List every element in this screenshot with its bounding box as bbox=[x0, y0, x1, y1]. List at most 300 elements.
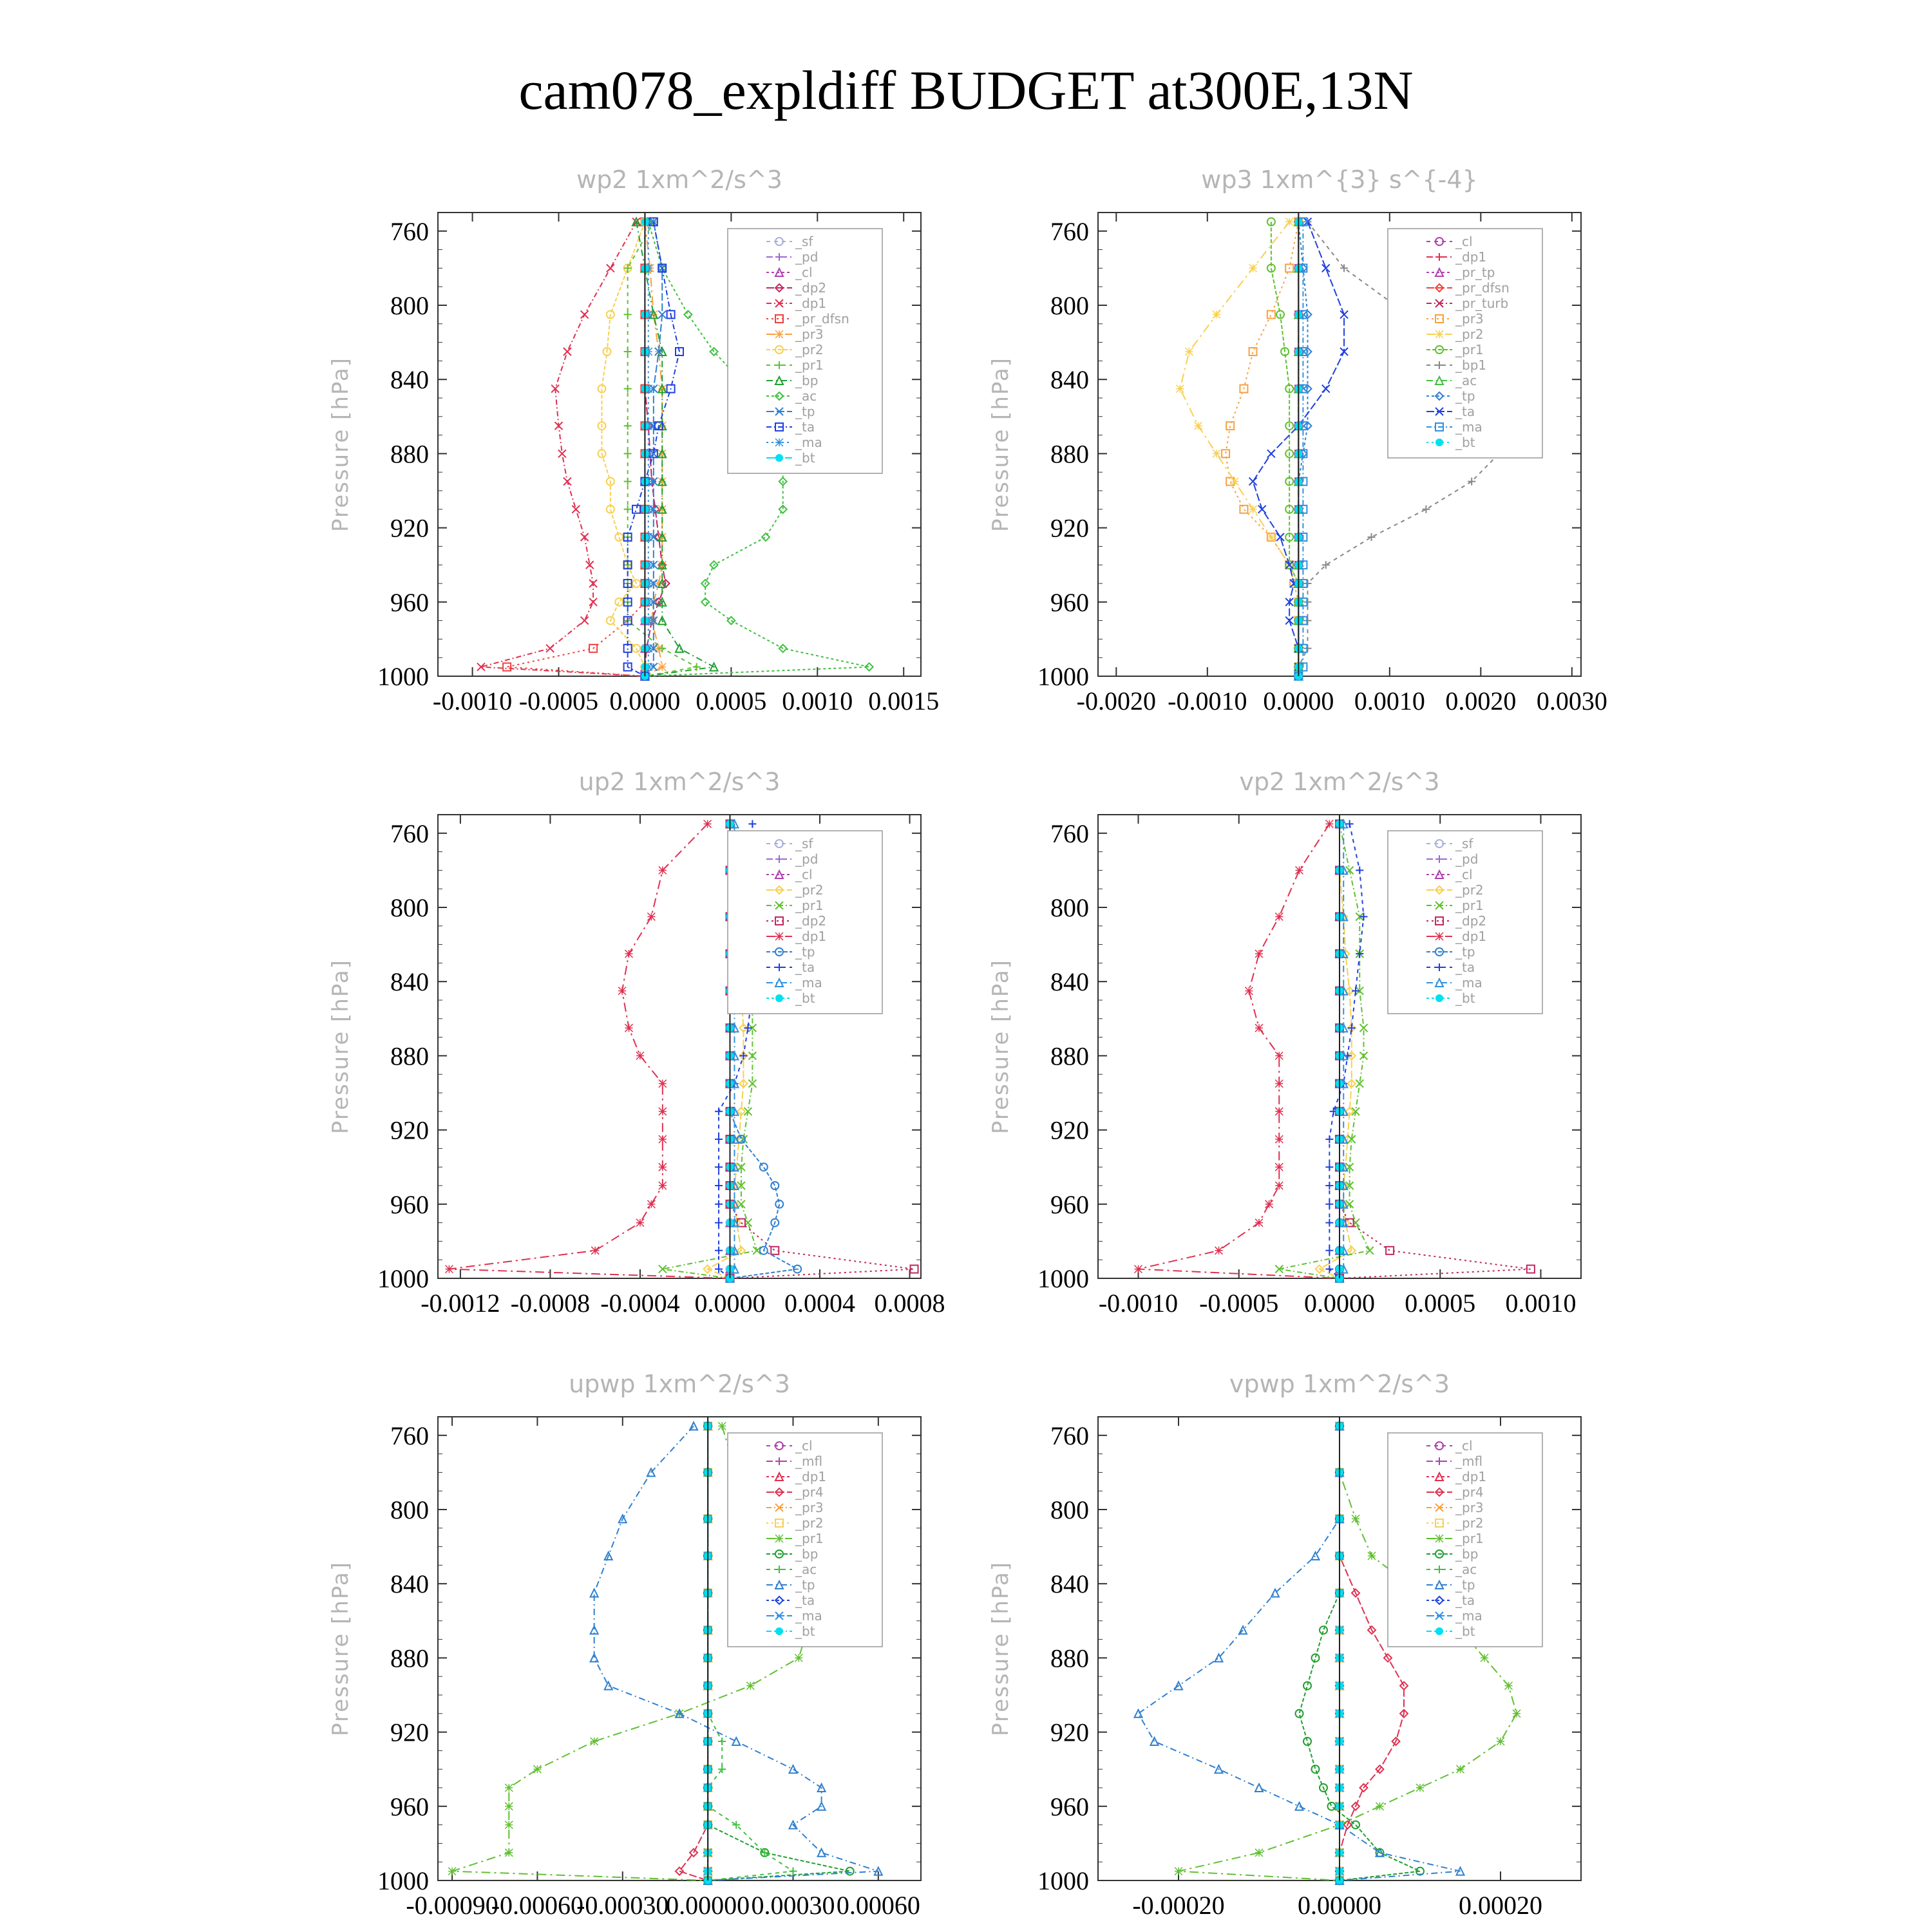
legend-label: _pr_dfsn bbox=[795, 311, 849, 327]
legend-label: _ma bbox=[795, 435, 822, 450]
data-point bbox=[1276, 533, 1284, 541]
y-tick-label: 960 bbox=[390, 1792, 429, 1821]
legend-label: _ta bbox=[795, 419, 815, 435]
data-point bbox=[715, 1108, 723, 1115]
legend-label: _ac bbox=[795, 388, 817, 404]
series-pr2 bbox=[598, 218, 649, 680]
chart-panel-4 bbox=[988, 768, 1581, 1318]
data-point bbox=[732, 1738, 740, 1745]
x-tick-label: -0.0020 bbox=[1076, 687, 1156, 715]
series-line bbox=[481, 222, 645, 676]
data-point bbox=[1352, 987, 1359, 995]
legend-label: _ta bbox=[795, 960, 815, 975]
y-tick-label: 880 bbox=[390, 1643, 429, 1673]
legend-label: _pr1 bbox=[795, 357, 824, 373]
legend-marker bbox=[775, 994, 783, 1002]
data-point bbox=[1376, 1803, 1384, 1810]
legend-label: _cl bbox=[1455, 867, 1473, 882]
x-tick-label: -0.00030 bbox=[576, 1891, 669, 1920]
series-pr1 bbox=[1267, 218, 1302, 680]
data-point bbox=[624, 450, 632, 457]
data-point bbox=[1322, 385, 1330, 393]
legend-label: _bp bbox=[1455, 1546, 1479, 1562]
data-point bbox=[1255, 1784, 1263, 1792]
legend-label: _ta bbox=[1455, 404, 1475, 419]
data-point bbox=[1422, 506, 1430, 513]
legend-marker bbox=[775, 1535, 783, 1542]
legend-label: _tp bbox=[1455, 1577, 1475, 1593]
legend-marker bbox=[775, 454, 783, 462]
legend-label: _pr3 bbox=[795, 327, 824, 342]
data-point bbox=[503, 663, 511, 671]
x-tick-label: -0.0010 bbox=[1168, 687, 1247, 715]
y-tick-label: 960 bbox=[1050, 1189, 1089, 1219]
legend-marker bbox=[1435, 1627, 1443, 1635]
data-point bbox=[1497, 1738, 1504, 1745]
x-tick-label: 0.00000 bbox=[1298, 1891, 1381, 1920]
legend-label: _ac bbox=[795, 1562, 817, 1577]
x-tick-label: 0.0005 bbox=[1405, 1289, 1476, 1318]
data-point bbox=[659, 1080, 667, 1088]
y-axis-label: Pressure [hPa] bbox=[328, 1561, 354, 1736]
data-point bbox=[659, 866, 667, 874]
data-point bbox=[1328, 1803, 1336, 1810]
data-point bbox=[1151, 1738, 1159, 1745]
data-point bbox=[659, 1163, 667, 1171]
legend bbox=[728, 831, 882, 1014]
data-point bbox=[1368, 533, 1376, 541]
data-point bbox=[1285, 218, 1293, 225]
legend-label: _mfl bbox=[1455, 1454, 1483, 1469]
data-point bbox=[1240, 506, 1247, 513]
data-point bbox=[505, 1849, 513, 1857]
y-tick-label: 1000 bbox=[377, 1866, 429, 1895]
y-tick-label: 1000 bbox=[1037, 1264, 1089, 1293]
data-point bbox=[1360, 913, 1368, 920]
legend-label: _dp2 bbox=[1455, 913, 1487, 929]
data-point bbox=[748, 820, 756, 828]
legend-label: _tp bbox=[795, 404, 815, 419]
data-point bbox=[1303, 580, 1311, 587]
x-tick-label: 0.0020 bbox=[1445, 687, 1517, 715]
x-tick-label: -0.0005 bbox=[1199, 1289, 1279, 1318]
data-point bbox=[1296, 1710, 1303, 1718]
data-point bbox=[546, 645, 554, 652]
legend-label: _bt bbox=[1455, 990, 1475, 1006]
series-pr4 bbox=[676, 1422, 712, 1884]
series-line bbox=[1279, 824, 1370, 1278]
chart-panel-1 bbox=[328, 166, 939, 715]
data-point bbox=[1249, 506, 1257, 513]
legend-label: _bt bbox=[1455, 1624, 1475, 1639]
panel-title: vp2 1xm^2/s^3 bbox=[1239, 768, 1440, 796]
series-line bbox=[1329, 824, 1363, 1278]
data-point bbox=[1267, 450, 1275, 457]
series-line bbox=[601, 222, 645, 676]
series-line bbox=[645, 222, 662, 676]
data-point bbox=[1186, 348, 1193, 355]
y-tick-label: 920 bbox=[1050, 513, 1089, 543]
data-point bbox=[1275, 913, 1283, 920]
data-point bbox=[789, 1868, 797, 1875]
x-tick-label: 0.0000 bbox=[1304, 1289, 1375, 1318]
data-point bbox=[591, 1247, 599, 1255]
data-point bbox=[1249, 264, 1257, 272]
x-tick-label: 0.0008 bbox=[874, 1289, 945, 1318]
legend-marker bbox=[775, 439, 783, 446]
legend-label: _ma bbox=[795, 1608, 822, 1624]
legend-label: _pr1 bbox=[1455, 898, 1484, 913]
data-point bbox=[659, 1108, 667, 1115]
legend-label: _ta bbox=[795, 1593, 815, 1608]
data-point bbox=[1325, 1265, 1333, 1273]
series-line bbox=[1226, 222, 1298, 676]
data-point bbox=[659, 1135, 667, 1143]
legend-label: _pr2 bbox=[1455, 882, 1484, 898]
y-tick-label: 760 bbox=[1050, 216, 1089, 246]
y-tick-label: 840 bbox=[1050, 967, 1089, 997]
data-point bbox=[618, 987, 626, 995]
legend-label: _bp1 bbox=[1455, 357, 1487, 373]
y-tick-label: 880 bbox=[390, 1041, 429, 1071]
series-line bbox=[679, 1426, 708, 1880]
legend-label: _pd bbox=[1455, 851, 1479, 867]
data-point bbox=[636, 1219, 644, 1227]
x-tick-label: -0.0008 bbox=[510, 1289, 591, 1318]
data-point bbox=[1296, 1803, 1303, 1810]
x-tick-label: 0.0030 bbox=[1536, 687, 1607, 715]
data-point bbox=[591, 1654, 598, 1662]
legend-label: _dp1 bbox=[795, 296, 827, 311]
legend-label: _pr2 bbox=[795, 882, 824, 898]
legend-label: _tp bbox=[1455, 944, 1475, 960]
panel-title: wp3 1xm^{3} s^{-4} bbox=[1201, 166, 1478, 194]
y-tick-label: 920 bbox=[1050, 1718, 1089, 1747]
legend-marker bbox=[775, 330, 783, 338]
legend bbox=[728, 1433, 882, 1647]
data-point bbox=[1312, 1552, 1320, 1560]
data-point bbox=[1255, 1219, 1263, 1227]
data-point bbox=[1303, 617, 1311, 625]
data-point bbox=[1135, 1265, 1142, 1273]
y-tick-label: 920 bbox=[1050, 1115, 1089, 1145]
legend bbox=[1388, 831, 1542, 1014]
series-pr1 bbox=[1275, 820, 1374, 1282]
data-point bbox=[1215, 1247, 1223, 1255]
data-point bbox=[1285, 617, 1293, 625]
data-point bbox=[581, 310, 589, 318]
chart-panel-3 bbox=[328, 768, 945, 1318]
legend-label: _ac bbox=[1455, 1562, 1477, 1577]
data-point bbox=[676, 645, 683, 652]
data-point bbox=[715, 1163, 723, 1171]
legend-label: _sf bbox=[795, 836, 813, 851]
data-point bbox=[1325, 1163, 1333, 1171]
data-point bbox=[505, 1821, 513, 1829]
y-tick-label: 920 bbox=[390, 513, 429, 543]
legend-label: _dp1 bbox=[1455, 1469, 1487, 1484]
data-point bbox=[1275, 1080, 1283, 1088]
data-point bbox=[1255, 1849, 1263, 1857]
series-dp1 bbox=[1135, 820, 1344, 1282]
legend-label: _sf bbox=[1455, 836, 1473, 851]
data-point bbox=[1340, 310, 1348, 318]
data-point bbox=[715, 1182, 723, 1189]
legend-label: _ta bbox=[1455, 1593, 1475, 1608]
legend-marker bbox=[1435, 330, 1443, 338]
series-line bbox=[1180, 222, 1298, 676]
legend-marker bbox=[1435, 1535, 1443, 1542]
data-point bbox=[693, 663, 701, 671]
y-axis-label: Pressure [hPa] bbox=[988, 959, 1014, 1134]
data-point bbox=[1320, 1626, 1327, 1634]
legend-marker bbox=[1435, 994, 1443, 1002]
y-tick-label: 920 bbox=[390, 1718, 429, 1747]
y-tick-label: 1000 bbox=[1037, 1866, 1089, 1895]
y-tick-label: 800 bbox=[390, 1495, 429, 1524]
data-point bbox=[625, 1024, 633, 1032]
data-point bbox=[632, 506, 640, 513]
y-tick-label: 1000 bbox=[1037, 662, 1089, 691]
y-tick-label: 960 bbox=[390, 587, 429, 617]
x-tick-label: -0.0010 bbox=[432, 687, 513, 715]
data-point bbox=[1325, 1182, 1333, 1189]
series-line bbox=[1139, 824, 1340, 1278]
series-line bbox=[1298, 222, 1303, 676]
y-tick-label: 800 bbox=[1050, 291, 1089, 320]
legend-label: _bt bbox=[795, 1624, 815, 1639]
y-tick-label: 800 bbox=[1050, 893, 1089, 922]
data-point bbox=[1325, 1219, 1333, 1227]
y-tick-label: 760 bbox=[390, 1421, 429, 1450]
y-tick-label: 1000 bbox=[377, 662, 429, 691]
legend-label: _cl bbox=[795, 1438, 813, 1454]
data-point bbox=[1275, 1135, 1283, 1143]
data-point bbox=[589, 598, 597, 606]
legend bbox=[728, 229, 882, 473]
data-point bbox=[1255, 950, 1263, 958]
legend-label: _cl bbox=[1455, 234, 1473, 249]
x-tick-label: 0.0004 bbox=[784, 1289, 856, 1318]
chart-panel-6 bbox=[988, 1370, 1581, 1920]
legend-label: _ma bbox=[795, 975, 822, 990]
data-point bbox=[636, 1052, 644, 1059]
legend-label: _pr2 bbox=[795, 342, 824, 357]
data-point bbox=[625, 950, 633, 958]
data-point bbox=[684, 310, 692, 318]
data-point bbox=[1312, 1765, 1320, 1773]
data-point bbox=[448, 1868, 456, 1875]
series-pr2 bbox=[1176, 218, 1302, 680]
data-point bbox=[1265, 1200, 1273, 1208]
data-point bbox=[1296, 866, 1303, 874]
data-point bbox=[564, 478, 571, 486]
data-point bbox=[1527, 1265, 1535, 1273]
y-axis-label: Pressure [hPa] bbox=[988, 1561, 1014, 1736]
y-tick-label: 760 bbox=[390, 216, 429, 246]
data-point bbox=[624, 506, 632, 513]
y-tick-label: 760 bbox=[390, 819, 429, 848]
y-tick-label: 840 bbox=[1050, 1569, 1089, 1599]
panel-title: upwp 1xm^2/s^3 bbox=[569, 1370, 790, 1398]
data-point bbox=[1258, 506, 1266, 513]
legend-label: _cl bbox=[795, 265, 813, 280]
data-point bbox=[1275, 1052, 1283, 1059]
legend-marker bbox=[1435, 933, 1443, 940]
data-point bbox=[1348, 1024, 1356, 1032]
x-tick-label: 0.0010 bbox=[782, 687, 853, 715]
data-point bbox=[1368, 1552, 1376, 1560]
data-point bbox=[1325, 1247, 1333, 1255]
x-tick-label: 0.00060 bbox=[836, 1891, 920, 1920]
legend-label: _pr4 bbox=[1455, 1484, 1484, 1500]
x-tick-label: 0.0000 bbox=[694, 1289, 766, 1318]
x-tick-label: 0.0000 bbox=[1263, 687, 1334, 715]
data-point bbox=[1135, 1710, 1142, 1718]
data-point bbox=[795, 1654, 802, 1662]
legend-label: _pd bbox=[795, 851, 819, 867]
data-point bbox=[1481, 1654, 1488, 1662]
data-point bbox=[1255, 1024, 1263, 1032]
legend bbox=[1388, 1433, 1542, 1647]
legend-label: _pr2 bbox=[1455, 1515, 1484, 1531]
legend-label: _cl bbox=[1455, 1438, 1473, 1454]
series-ta bbox=[1325, 820, 1367, 1282]
legend-label: _pr1 bbox=[795, 898, 824, 913]
y-tick-label: 880 bbox=[1050, 1041, 1089, 1071]
x-tick-label: -0.00020 bbox=[1132, 1891, 1225, 1920]
y-tick-label: 880 bbox=[1050, 1643, 1089, 1673]
legend-label: _pr3 bbox=[1455, 1500, 1484, 1515]
data-point bbox=[1226, 422, 1234, 430]
data-point bbox=[1386, 1247, 1394, 1255]
series-pr3 bbox=[1222, 218, 1302, 680]
x-tick-label: 0.00000 bbox=[666, 1891, 750, 1920]
y-axis-label: Pressure [hPa] bbox=[988, 357, 1014, 532]
data-point bbox=[1249, 348, 1257, 355]
legend-label: _tp bbox=[795, 944, 815, 960]
legend-label: _bp bbox=[795, 373, 819, 388]
chart-panel-5 bbox=[328, 1370, 921, 1920]
data-point bbox=[789, 1765, 797, 1773]
legend-label: _dp2 bbox=[795, 280, 827, 296]
legend-label: _dp1 bbox=[1455, 249, 1487, 265]
legend-label: _pr_turb bbox=[1455, 296, 1509, 311]
legend-label: _ma bbox=[1455, 975, 1482, 990]
data-point bbox=[1416, 1784, 1424, 1792]
data-point bbox=[715, 1135, 723, 1143]
x-tick-label: 0.0010 bbox=[1354, 687, 1425, 715]
y-tick-label: 760 bbox=[1050, 1421, 1089, 1450]
y-tick-label: 1000 bbox=[377, 1264, 429, 1293]
data-point bbox=[624, 348, 632, 355]
data-point bbox=[1513, 1710, 1520, 1718]
legend-label: _pr_tp bbox=[1455, 265, 1495, 280]
data-point bbox=[615, 598, 623, 606]
data-point bbox=[589, 580, 597, 587]
x-tick-label: -0.0012 bbox=[421, 1289, 500, 1318]
data-point bbox=[739, 1052, 747, 1059]
series-dp1 bbox=[477, 218, 649, 680]
data-point bbox=[1505, 1682, 1513, 1690]
panel-title: up2 1xm^2/s^3 bbox=[578, 768, 781, 796]
x-tick-label: 0.0010 bbox=[1505, 1289, 1577, 1318]
legend-label: _bp bbox=[795, 1546, 819, 1562]
data-point bbox=[505, 1803, 513, 1810]
x-tick-label: 0.0000 bbox=[609, 687, 681, 715]
data-point bbox=[505, 1784, 513, 1792]
data-point bbox=[1303, 598, 1311, 606]
y-axis-label: Pressure [hPa] bbox=[328, 959, 354, 1134]
data-point bbox=[607, 264, 614, 272]
legend-label: _cl bbox=[795, 867, 813, 882]
legend-label: _tp bbox=[795, 1577, 815, 1593]
data-point bbox=[1275, 1163, 1283, 1171]
data-point bbox=[718, 1422, 726, 1430]
x-tick-label: -0.0004 bbox=[600, 1289, 680, 1318]
data-point bbox=[1303, 1682, 1311, 1690]
data-point bbox=[647, 913, 655, 920]
legend-label: _dp1 bbox=[795, 1469, 827, 1484]
data-point bbox=[704, 820, 712, 828]
x-tick-label: 0.00020 bbox=[1459, 1891, 1542, 1920]
legend-marker bbox=[1435, 439, 1443, 446]
legend-label: _bt bbox=[795, 450, 815, 466]
legend-label: _pr4 bbox=[795, 1484, 824, 1500]
data-point bbox=[624, 478, 632, 486]
data-point bbox=[1245, 987, 1253, 995]
data-point bbox=[1213, 450, 1220, 457]
y-tick-label: 840 bbox=[390, 967, 429, 997]
data-point bbox=[572, 506, 580, 513]
data-point bbox=[1325, 820, 1333, 828]
data-point bbox=[1356, 866, 1363, 874]
x-tick-label: -0.00060 bbox=[491, 1891, 584, 1920]
legend-marker bbox=[775, 1627, 783, 1635]
data-point bbox=[1303, 645, 1311, 652]
data-point bbox=[1275, 1108, 1283, 1115]
data-point bbox=[581, 617, 589, 625]
legend-label: _pd bbox=[795, 249, 819, 265]
data-point bbox=[624, 385, 632, 393]
panel-title: wp2 1xm^2/s^3 bbox=[576, 166, 782, 194]
data-point bbox=[1352, 1821, 1359, 1829]
data-point bbox=[647, 1200, 655, 1208]
legend-label: _pr3 bbox=[795, 1500, 824, 1515]
legend-label: _pr_dfsn bbox=[1455, 280, 1510, 296]
data-point bbox=[1267, 533, 1275, 541]
data-point bbox=[624, 310, 632, 318]
panel-title: vpwp 1xm^2/s^3 bbox=[1229, 1370, 1450, 1398]
x-tick-label: -0.00090 bbox=[406, 1891, 498, 1920]
legend-label: _dp2 bbox=[795, 913, 827, 929]
legend-label: _ac bbox=[1455, 373, 1477, 388]
series-line bbox=[507, 222, 645, 676]
data-point bbox=[477, 663, 485, 671]
legend-label: _pr2 bbox=[795, 1515, 824, 1531]
series-dp1 bbox=[445, 820, 734, 1282]
y-tick-label: 920 bbox=[390, 1115, 429, 1145]
legend-label: _pr3 bbox=[1455, 311, 1484, 327]
data-point bbox=[1176, 385, 1184, 393]
legend-label: _sf bbox=[795, 234, 813, 249]
series-ma bbox=[641, 218, 652, 680]
data-point bbox=[1352, 1515, 1359, 1522]
y-axis-label: Pressure [hPa] bbox=[328, 357, 354, 532]
legend-label: _pr1 bbox=[1455, 342, 1484, 357]
data-point bbox=[533, 1765, 541, 1773]
data-point bbox=[746, 1682, 754, 1690]
